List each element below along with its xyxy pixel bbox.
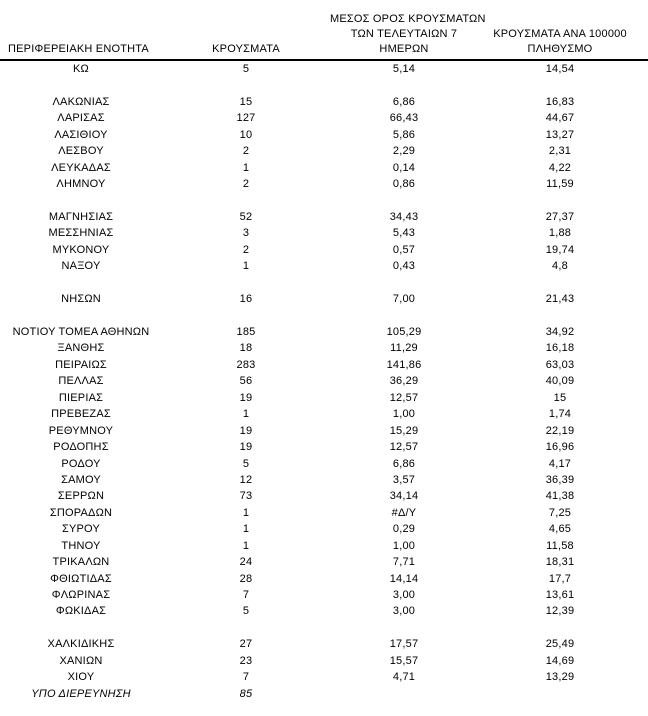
- avg7-cell: 12,57: [389, 391, 419, 404]
- cases-cell: 7: [242, 589, 250, 601]
- region-cell: ΝΟΤΙΟΥ ΤΟΜΕΑ ΑΘΗΝΩΝ: [12, 326, 150, 338]
- per100k-cell: 41,38: [545, 490, 575, 503]
- per100k-cell: 1,88: [548, 227, 572, 240]
- table-body: [0, 61, 648, 702]
- table-row: [0, 439, 648, 455]
- region-cell: ΦΘΙΩΤΙΔΑΣ: [50, 572, 112, 585]
- per100k-cell: 12,39: [545, 605, 575, 618]
- cases-cell: 1: [242, 408, 250, 421]
- region-cell: ΜΕΣΣΗΝΙΑΣ: [48, 227, 114, 240]
- per100k-cell: 11,59: [546, 178, 574, 191]
- cases-cell: 23: [239, 654, 253, 667]
- table-row: [0, 571, 648, 587]
- table-row: [0, 357, 648, 373]
- region-cell: ΤΗΝΟΥ: [61, 539, 101, 552]
- table-row: [0, 94, 648, 110]
- table-row: [0, 242, 648, 258]
- cases-cell: 85: [239, 687, 253, 700]
- table-row: [0, 538, 648, 554]
- avg7-cell: #Δ/Υ: [391, 506, 417, 519]
- region-cell: ΛΗΜΝΟΥ: [56, 178, 106, 191]
- table-row: [0, 110, 648, 126]
- cases-cell: 16: [239, 293, 253, 306]
- per100k-cell: 4,22: [548, 161, 572, 174]
- column-header-avg-7-days-line2: ΤΩΝ ΤΕΛΕΥΤΑΙΩΝ 7: [350, 28, 458, 40]
- table-row: [0, 373, 648, 389]
- region-cell: ΞΑΝΘΗΣ: [57, 342, 105, 355]
- per100k-cell: 25,49: [545, 638, 575, 651]
- per100k-cell: 16,96: [545, 441, 575, 454]
- table-row: [0, 160, 648, 176]
- avg7-cell: 7,71: [392, 556, 416, 569]
- per100k-cell: 16,18: [545, 342, 575, 355]
- column-header-avg-7-days: [330, 12, 486, 57]
- per100k-cell: 22,19: [545, 424, 575, 437]
- avg7-cell: 0,43: [392, 260, 416, 273]
- region-cell: ΝΑΞΟΥ: [61, 260, 101, 273]
- table-row: [0, 324, 648, 340]
- avg7-cell: 6,86: [392, 457, 416, 470]
- avg7-cell: 3,00: [392, 605, 416, 618]
- column-header-avg-7-days-line3: ΗΜΕΡΩΝ: [379, 43, 429, 55]
- region-cell: ΤΡΙΚΑΛΩΝ: [52, 556, 110, 569]
- region-cell: ΝΗΣΩΝ: [61, 293, 101, 306]
- blank-row: [0, 77, 648, 93]
- per100k-cell: 15: [553, 391, 567, 404]
- cases-cell: 24: [239, 556, 253, 569]
- region-cell: ΧΙΟΥ: [67, 671, 95, 684]
- table-row: [0, 669, 648, 685]
- avg7-cell: 3,57: [392, 473, 416, 486]
- avg7-cell: 34,43: [389, 210, 419, 223]
- cases-cell: 19: [239, 424, 253, 437]
- per100k-cell: 17,7: [548, 572, 572, 585]
- per100k-cell: 40,09: [545, 375, 575, 388]
- avg7-cell: 141,86: [386, 358, 422, 371]
- per100k-cell: 44,67: [545, 112, 575, 125]
- table-row: [0, 209, 648, 225]
- cases-cell: 10: [239, 128, 253, 141]
- table-row: [0, 686, 648, 702]
- avg7-cell: 0,86: [392, 178, 416, 191]
- table-row: [0, 291, 648, 307]
- cases-cell: 185: [236, 326, 256, 338]
- avg7-cell: 1,00: [392, 539, 416, 552]
- avg7-cell: 0,57: [392, 243, 416, 256]
- region-cell: ΛΑΡΙΣΑΣ: [57, 112, 105, 125]
- table-row: [0, 340, 648, 356]
- table-row: [0, 603, 648, 619]
- table-row: [0, 521, 648, 537]
- per100k-cell: 2,31: [548, 145, 572, 158]
- avg7-cell: 17,57: [389, 638, 419, 651]
- per100k-cell: 63,03: [545, 358, 575, 371]
- avg7-cell: 6,86: [392, 95, 416, 108]
- column-header-avg-7-days-line1: ΜΕΣΟΣ ΟΡΟΣ ΚΡΟΥΣΜΑΤΩΝ: [330, 13, 486, 25]
- table-row: [0, 390, 648, 406]
- avg7-cell: 3,00: [392, 589, 416, 601]
- column-header-per-100000: [478, 27, 642, 57]
- per100k-cell: 19,74: [545, 243, 575, 256]
- per100k-cell: 21,43: [545, 293, 575, 306]
- region-cell: ΜΥΚΟΝΟΥ: [52, 243, 110, 256]
- region-cell: ΦΛΩΡΙΝΑΣ: [51, 589, 111, 601]
- region-cell: ΠΙΕΡΙΑΣ: [58, 391, 104, 404]
- cases-cell: 127: [236, 112, 256, 125]
- cases-cell: 283: [236, 358, 256, 371]
- region-cell: ΛΕΥΚΑΔΑΣ: [51, 161, 111, 174]
- cases-cell: 56: [239, 375, 253, 388]
- blank-row: [0, 275, 648, 291]
- avg7-cell: 15,57: [389, 654, 419, 667]
- table-row: [0, 456, 648, 472]
- per100k-cell: 14,69: [545, 654, 575, 667]
- table-row: [0, 554, 648, 570]
- per100k-cell: 4,8: [552, 260, 568, 273]
- per100k-cell: 4,65: [548, 523, 572, 536]
- table-row: [0, 653, 648, 669]
- table-row: [0, 488, 648, 504]
- cases-cell: 1: [242, 506, 250, 519]
- cases-cell: 5: [242, 605, 250, 618]
- region-cell: ΡΕΘΥΜΝΟΥ: [48, 424, 114, 437]
- cases-cell: 1: [242, 260, 250, 273]
- per100k-cell: 27,37: [545, 210, 575, 223]
- cases-cell: 7: [242, 671, 250, 684]
- cases-cell: 1: [242, 539, 250, 552]
- avg7-cell: 36,29: [389, 375, 419, 388]
- table-row: [0, 472, 648, 488]
- avg7-cell: 12,57: [389, 441, 419, 454]
- table-row: [0, 258, 648, 274]
- per100k-cell: 7,25: [548, 506, 572, 519]
- avg7-cell: 2,29: [392, 145, 416, 158]
- per100k-cell: 13,27: [545, 128, 575, 141]
- table-row: [0, 61, 648, 77]
- avg7-cell: 66,43: [389, 112, 419, 125]
- region-cell: ΡΟΔΟΥ: [61, 457, 101, 470]
- cases-cell: 19: [239, 441, 253, 454]
- table-header-row: [0, 0, 648, 61]
- region-cell: ΜΑΓΝΗΣΙΑΣ: [48, 210, 114, 223]
- avg7-cell: 1,00: [392, 408, 416, 421]
- cases-cell: 5: [242, 457, 250, 470]
- region-cell: ΡΟΔΟΠΗΣ: [53, 441, 109, 454]
- avg7-cell: 5,86: [392, 128, 416, 141]
- per100k-cell: 4,17: [548, 457, 572, 470]
- table-row: [0, 225, 648, 241]
- per100k-cell: [478, 686, 642, 702]
- cases-cell: 27: [239, 638, 253, 651]
- region-cell: ΣΑΜΟΥ: [61, 473, 101, 486]
- region-cell: ΛΑΚΩΝΙΑΣ: [52, 95, 110, 108]
- region-cell: ΦΩΚΙΔΑΣ: [55, 605, 107, 618]
- column-header-cases: ΚΡΟΥΣΜΑΤΑ: [212, 43, 280, 55]
- column-header-per-100000-line2: ΠΛΗΘΥΣΜΟ: [527, 43, 593, 55]
- cases-cell: 52: [239, 210, 253, 223]
- table-row: [0, 143, 648, 159]
- region-cell: ΣΥΡΟΥ: [61, 523, 100, 536]
- cases-cell: 2: [242, 145, 250, 158]
- blank-row: [0, 620, 648, 636]
- table-row: [0, 505, 648, 521]
- region-cell: ΠΡΕΒΕΖΑΣ: [51, 408, 111, 421]
- cases-cell: 28: [239, 572, 253, 585]
- region-cell: ΧΑΛΚΙΔΙΚΗΣ: [47, 638, 115, 651]
- table-row: [0, 636, 648, 652]
- per100k-cell: 14,54: [545, 63, 575, 75]
- column-header-regional-unit: ΠΕΡΙΦΕΡΕΙΑΚΗ ΕΝΟΤΗΤΑ: [8, 43, 149, 55]
- avg7-cell: 5,14: [392, 63, 416, 75]
- region-cell: ΧΑΝΙΩΝ: [59, 654, 103, 667]
- region-cell: ΣΠΟΡΑΔΩΝ: [49, 506, 113, 519]
- table-row: [0, 176, 648, 192]
- avg7-cell: 34,14: [389, 490, 419, 503]
- per100k-cell: 13,29: [545, 671, 575, 684]
- table-row: [0, 587, 648, 603]
- region-cell: ΣΕΡΡΩΝ: [57, 490, 105, 503]
- per100k-cell: 36,39: [545, 473, 575, 486]
- column-header-per-100000-line1: ΚΡΟΥΣΜΑΤΑ ΑΝΑ 100000: [493, 28, 627, 40]
- cases-cell: 1: [242, 161, 250, 174]
- cases-cell: 15: [239, 95, 253, 108]
- avg7-cell: 7,00: [392, 293, 416, 306]
- cases-cell: 73: [239, 490, 253, 503]
- cases-cell: 2: [242, 178, 250, 191]
- table-row: [0, 127, 648, 143]
- cases-cell: 12: [239, 473, 253, 486]
- avg7-cell: 5,43: [392, 227, 416, 240]
- per100k-cell: 13,61: [545, 589, 575, 601]
- per100k-cell: 1,74: [548, 408, 572, 421]
- cases-cell: 1: [242, 523, 250, 536]
- avg7-cell: 15,29: [389, 424, 419, 437]
- avg7-cell: 11,29: [390, 342, 418, 355]
- cases-cell: 19: [239, 391, 253, 404]
- cases-cell: 2: [242, 243, 250, 256]
- per100k-cell: 18,31: [545, 556, 575, 569]
- region-cell: ΛΑΣΙΘΙΟΥ: [54, 128, 108, 141]
- per100k-cell: 11,58: [546, 539, 574, 552]
- region-cell: ΠΕΛΛΑΣ: [58, 375, 104, 388]
- cases-cell: 5: [242, 63, 250, 75]
- region-cell: ΛΕΣΒΟΥ: [58, 145, 104, 158]
- table-row: [0, 423, 648, 439]
- table-row: [0, 406, 648, 422]
- avg7-cell: 4,71: [392, 671, 416, 684]
- region-cell: ΥΠΟ ΔΙΕΡΕΥΝΗΣΗ: [31, 687, 131, 700]
- per100k-cell: 34,92: [545, 326, 575, 338]
- avg7-cell: 0,14: [392, 161, 416, 174]
- avg7-cell: 0,29: [392, 523, 416, 536]
- blank-row: [0, 193, 648, 209]
- cases-cell: 3: [242, 227, 250, 240]
- avg7-cell: [330, 686, 478, 702]
- region-cell: ΚΩ: [73, 63, 89, 75]
- cases-cell: 18: [239, 342, 253, 355]
- region-cell: ΠΕΙΡΑΙΩΣ: [55, 358, 107, 371]
- blank-row: [0, 308, 648, 324]
- avg7-cell: 14,14: [389, 572, 419, 585]
- per100k-cell: 16,83: [545, 95, 575, 108]
- avg7-cell: 105,29: [386, 326, 422, 338]
